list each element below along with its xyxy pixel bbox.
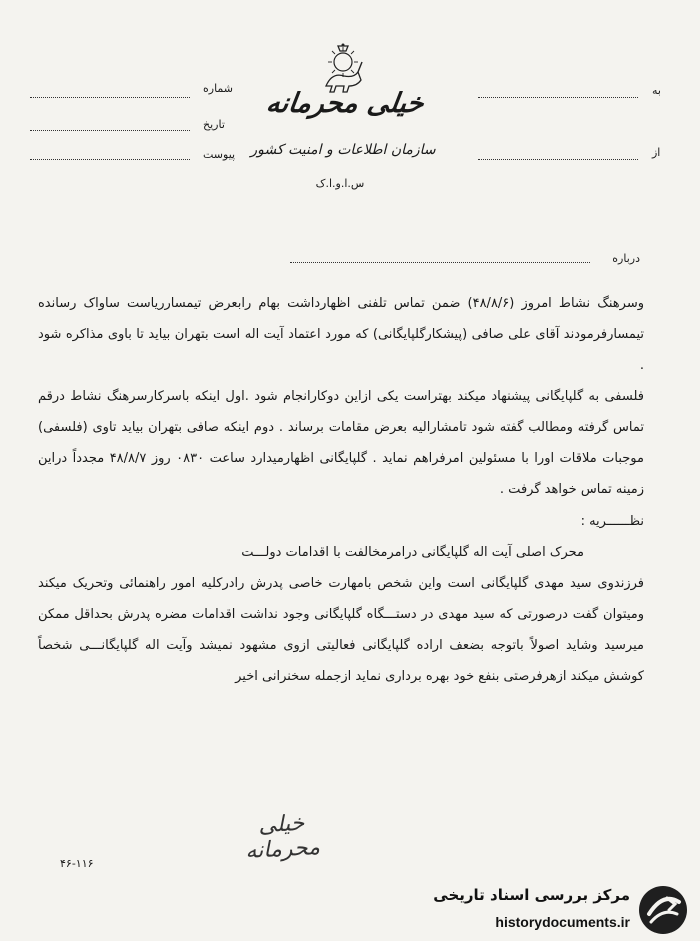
watermark-url: historydocuments.ir bbox=[495, 914, 630, 930]
agency-department-code: س.ا.و.ا.ک bbox=[315, 177, 365, 190]
from-field-line bbox=[478, 159, 638, 160]
document-number: ۴۶-۱۱۶ bbox=[60, 857, 94, 870]
number-field-line bbox=[30, 97, 190, 98]
from-label: از bbox=[652, 146, 661, 159]
to-label: به bbox=[652, 84, 661, 97]
watermark-title: مرکز بررسی اسناد تاریخی bbox=[433, 886, 630, 904]
body-paragraph-1: وسرهنگ نشاط امروز (۴۸/۸/۶) ضمن تماس تلفنی اظهارداشت بهام رابعرض تیمسارریاست ساواک رسانده تیمسارفرمودند آقای علی صافی (پیشکارگلپایگانی) که مورد اعتماد آیت اله است بتهران بیاید تا باوی مذاکره شود . bbox=[38, 296, 645, 373]
agency-organization-name: سازمان اطلاعات و امنیت کشور bbox=[250, 142, 436, 158]
handwritten-classification-mark: خیلی محرمانه bbox=[244, 810, 321, 864]
number-label: شماره bbox=[203, 82, 234, 95]
to-field-line bbox=[478, 97, 638, 98]
subject-row bbox=[290, 252, 640, 268]
agency-main-title: خیلی محرمانه bbox=[264, 88, 426, 119]
lion-and-sun-emblem-icon bbox=[318, 42, 368, 94]
letter-body bbox=[38, 288, 644, 692]
attachment-label: پیوست bbox=[203, 148, 236, 161]
archive-logo-icon bbox=[637, 884, 689, 936]
subject-label: درباره bbox=[612, 252, 640, 265]
body-paragraph-3-lead: محرک اصلی آیت اله گلپایگانی درامرمخالفت با اقدامات دولـــت bbox=[241, 545, 584, 560]
subject-field-line bbox=[290, 262, 590, 263]
date-label: تاریخ bbox=[203, 118, 225, 131]
body-paragraph-2: فلسفی به گلپایگانی پیشنهاد میکند بهتراست یکی ازاین دوکارانجام شود .اول اینکه باسرکارسرهنگ نشاط درقم تماس گرفته ومطالب گفته شود تامشارالیه بعرض مقامات برساند . دوم اینکه صافی بتهران بیاید تاوی (فلسفی) موجبات ملاقات اورا با مسئولین امرفراهم نماید . گلپایگانی اظهارمیدارد ساعت ۰۸۳۰ روز ۴۸/۸/۷ مجدداً دراین زمینه تماس خواهد گرفت . bbox=[38, 389, 644, 497]
opinion-heading: نظــــــریه : bbox=[580, 514, 644, 529]
attachment-field-line bbox=[30, 159, 190, 160]
body-paragraph-3: فرزندوی سید مهدی گلپایگانی است واین شخص بامهارت خاصی پدرش رادرکلیه امور راهنمائی وتحریک میکند ومیتوان گفت درصورتی که سید مهدی در دستـــگاه گلپایگانی وجود نداشت اقدامات مضره پدرش بحداقل ممکن میرسید وشاید اصولاً باتوجه بضعف اراده گلپایگانی فعالیتی ازوی مشهود نمیشد وآیت اله گلپایگانـــی شخصاً کوشش میکند ازهرفرصتی بنفع خود بهره برداری نماید ازجمله سخنرانی اخیر bbox=[38, 576, 644, 684]
date-field-line bbox=[30, 130, 190, 131]
